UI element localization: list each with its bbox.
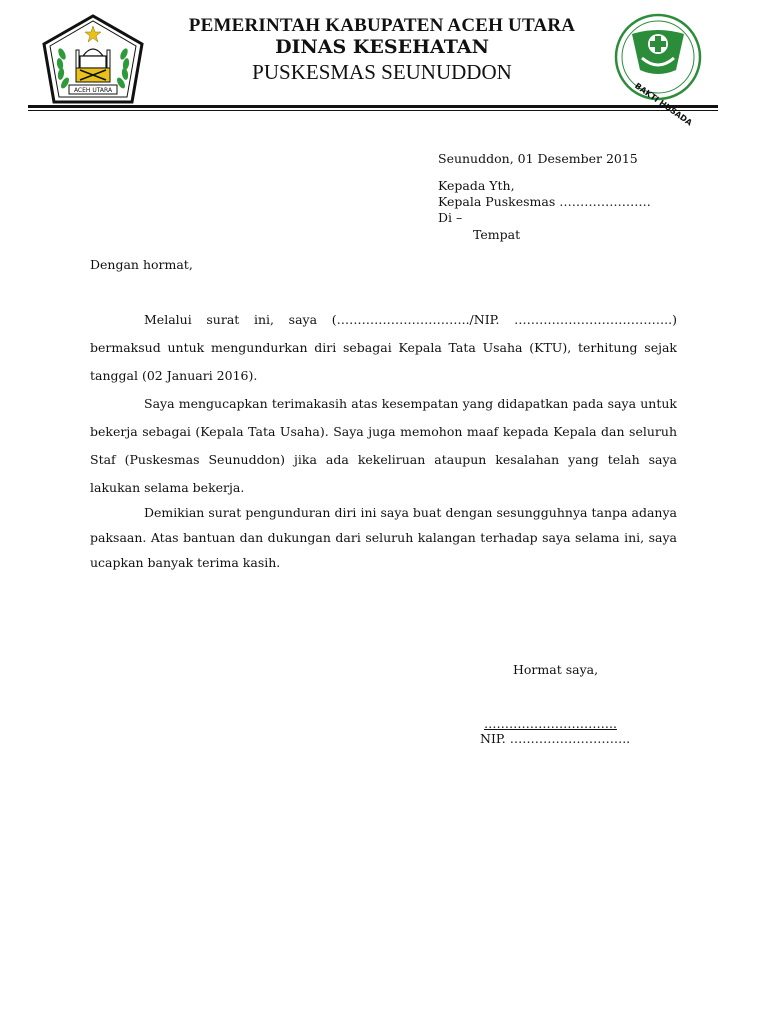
letterhead-divider-thin [28,110,718,111]
left-logo-ribbon-text: ACEH UTARA [73,87,113,94]
letterhead-agency: DINAS KESEHATAN [275,36,489,58]
recipient-line-2: Kepala Puskesmas …………………. [438,194,651,209]
closing: Hormat saya, [513,662,599,677]
date-place: Seunuddon, 01 Desember 2015 [438,151,638,166]
recipient-line-1: Kepada Yth, [438,178,515,193]
salutation: Dengan hormat, [90,257,193,272]
paragraph-1-first-line: Melalui surat ini, saya (…………………………../NIP. ………………………………..) [144,312,677,327]
recipient-line-3: Di – [438,210,463,225]
letterhead-office: PUSKESMAS SEUNUDDON [252,60,512,84]
bakti-husada-logo [612,12,704,102]
signature-name: ………………………….. [484,716,617,731]
paragraph-1-body: bermaksud untuk mengundurkan diri sebagai Kepala Tata Usaha (KTU), terhitung sejak tanggal (02 Januari 2016). [90,340,677,383]
recipient-line-4: Tempat [473,227,521,242]
letterhead-divider-thick [28,105,718,108]
letterhead-government: PEMERINTAH KABUPATEN ACEH UTARA [188,15,576,36]
aceh-utara-emblem-logo [36,14,150,106]
signature-nip: NIP. ……………………….. [480,731,631,746]
paragraph-3: Demikian surat pengunduran diri ini saya buat dengan sesungguhnya tanpa adanya paksaan. Atas bantuan dan dukungan dari seluruh kalangan terhadap saya selama ini, saya ucapkan banyak terima kasih. [90,505,677,570]
paragraph-2: Saya mengucapkan terimakasih atas kesempatan yang didapatkan pada saya untuk bekerja sebagai (Kepala Tata Usaha). Saya juga memohon maaf kepada Kepala dan seluruh Staf (Puskesmas Seunuddon) jika ada kekeliruan ataupun kesalahan yang telah saya lakukan selama bekerja. [90,396,677,495]
